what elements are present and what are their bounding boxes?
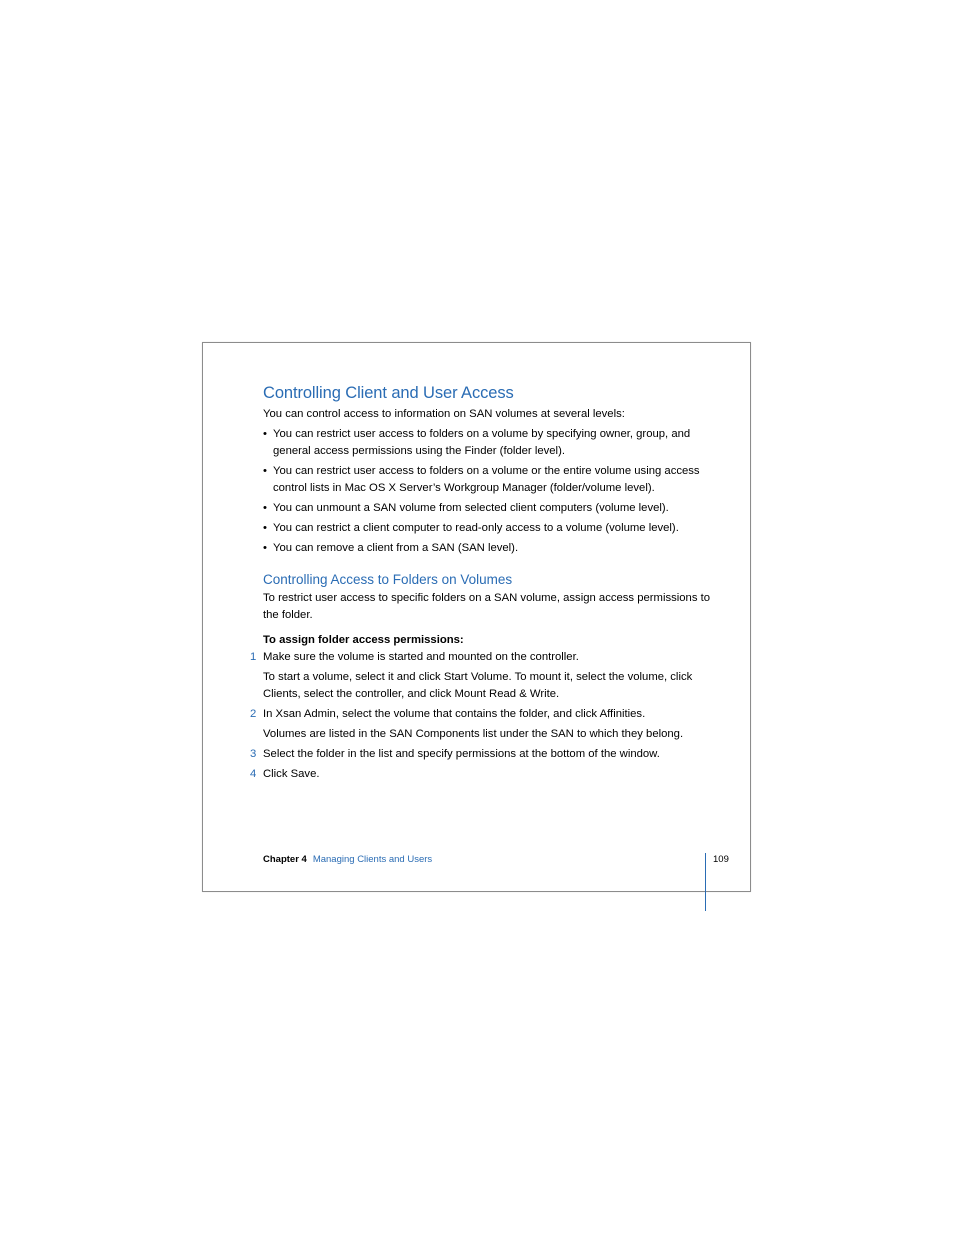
procedure-title: To assign folder access permissions:	[263, 634, 464, 647]
footer-divider	[705, 853, 706, 911]
step-note: To start a volume, select it and click Start Volume. To mount it, select the volume, click Clients, select the controller, and click Mount Read & Write.	[263, 671, 693, 701]
page-content	[250, 380, 713, 783]
footer-chapter-label: Chapter 4	[263, 854, 307, 865]
step-number: 2	[250, 708, 257, 721]
list-item: • You can restrict user access to folders on a volume or the entire volume using access control lists in Mac OS X Server’s Workgroup Manager (folder/volume level).	[263, 463, 713, 497]
list-item: • You can restrict a client computer to read-only access to a volume (volume level).	[263, 520, 713, 537]
section-intro: You can control access to information on SAN volumes at several levels:	[263, 408, 625, 421]
step-item	[250, 706, 713, 743]
step-number: 1	[250, 651, 257, 664]
step-number: 3	[250, 748, 257, 761]
step-number: 4	[250, 768, 257, 781]
step-text: Select the folder in the list and specify permissions at the bottom of the window.	[263, 748, 660, 761]
list-item: • You can remove a client from a SAN (SAN level).	[263, 540, 713, 557]
step-text: Make sure the volume is started and mounted on the controller.	[263, 651, 579, 664]
step-item	[250, 746, 713, 763]
step-item	[250, 766, 713, 783]
section-heading: Controlling Client and User Access	[263, 384, 514, 402]
page-number: 109	[713, 854, 729, 865]
subsection-intro: To restrict user access to specific folders on a SAN volume, assign access permissions to the folder.	[263, 592, 711, 622]
list-item: • You can unmount a SAN volume from selected client computers (volume level).	[263, 500, 713, 517]
step-text: In Xsan Admin, select the volume that contains the folder, and click Affinities.	[263, 708, 646, 721]
subsection-heading: Controlling Access to Folders on Volumes	[263, 572, 513, 588]
footer-chapter-title: Managing Clients and Users	[312, 854, 433, 865]
access-levels-list	[263, 426, 713, 557]
procedure-steps	[250, 649, 713, 783]
step-item	[250, 649, 713, 703]
list-item: • You can restrict user access to folders on a volume by specifying owner, group, and general access permissions using the Finder (folder level).	[263, 426, 713, 460]
step-note: Volumes are listed in the SAN Components list under the SAN to which they belong.	[263, 728, 684, 741]
step-text: Click Save.	[263, 768, 320, 781]
page-footer	[263, 853, 432, 867]
